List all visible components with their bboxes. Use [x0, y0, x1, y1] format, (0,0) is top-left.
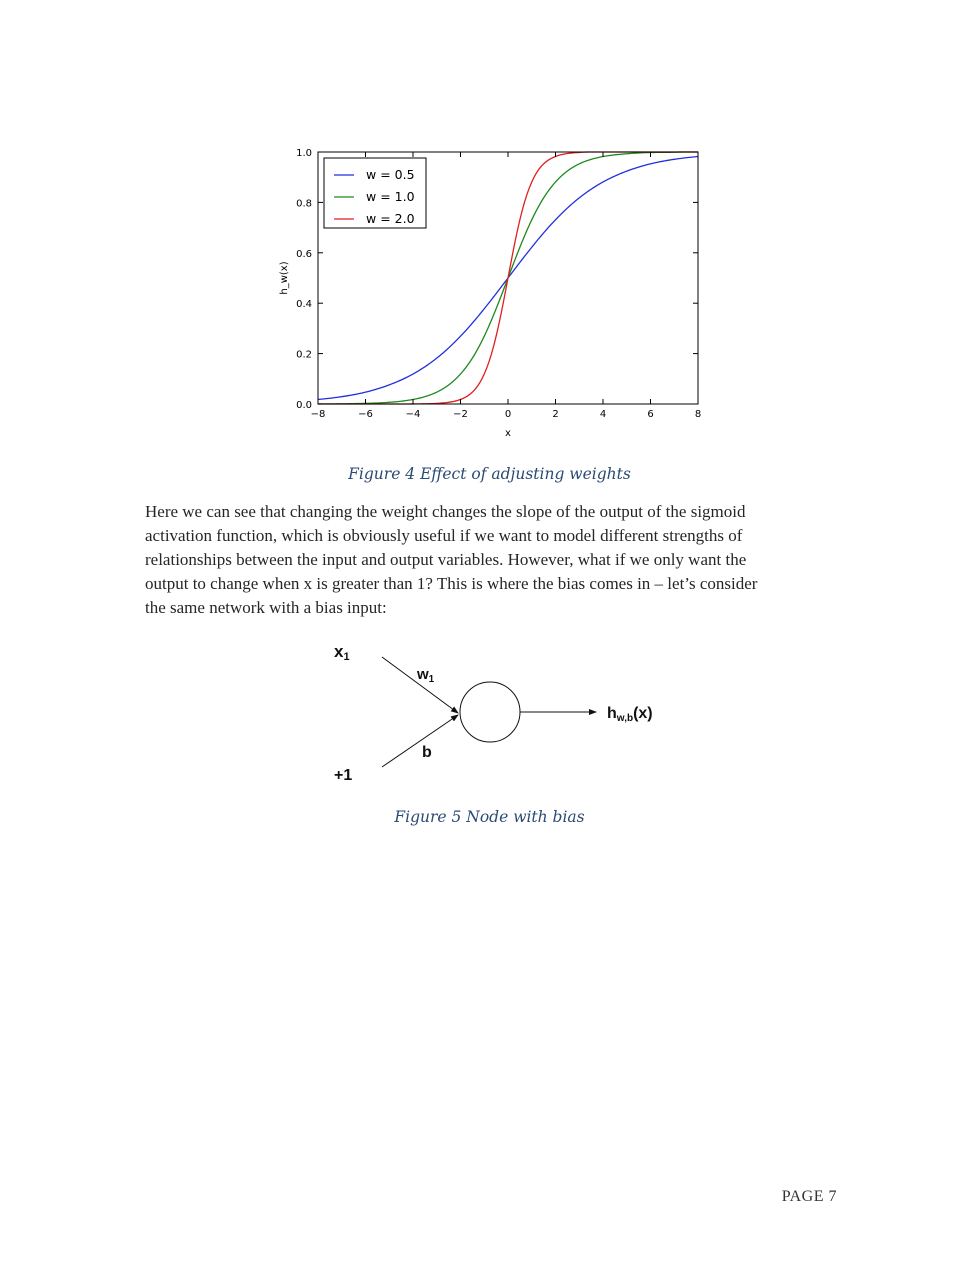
y-axis-label: h_w(x): [279, 261, 290, 295]
x-tick-label: −2: [453, 409, 468, 420]
y-tick-label: 0.6: [296, 248, 312, 260]
x-tick-label: −4: [405, 409, 421, 420]
paragraph-line: relationships between the input and output variables. However, what if we only want the: [145, 550, 747, 569]
paragraph-line: the same network with a bias input:: [145, 598, 387, 617]
output-label: hw,b(x): [607, 705, 653, 724]
paragraph-line: Here we can see that changing the weight changes the slope of the output of the sigmoid: [145, 502, 746, 521]
bias-edge: [382, 715, 458, 767]
input-x-label: x1: [334, 642, 350, 663]
neuron-node: [460, 682, 520, 742]
figure-4-chart: [270, 140, 710, 445]
legend-entry: w = 1.0: [366, 189, 415, 204]
y-tick-label: 0.0: [296, 400, 312, 411]
figure-5-caption: Figure 5 Node with bias: [394, 808, 585, 826]
legend-entry: w = 2.0: [366, 211, 415, 226]
x-tick-label: 2: [552, 409, 559, 420]
paragraph-line: activation function, which is obviously useful if we want to model different strengths of: [145, 526, 743, 545]
x-tick-label: 0: [504, 409, 512, 420]
body-paragraph: [145, 500, 840, 620]
weight-label: $w_1$: [417, 666, 435, 685]
sigmoid-chart-svg: [270, 140, 710, 445]
x-tick-label: −6: [358, 409, 373, 420]
x-tick-label: −8: [310, 409, 326, 420]
x-tick-label: 4: [599, 409, 607, 420]
paragraph-line: output to change when x is greater than 1? This is where the bias comes in – let’s consider: [145, 574, 758, 593]
node-diagram-svg: [320, 635, 700, 795]
page-number: PAGE 7: [781, 1188, 837, 1205]
x-tick-label: 8: [694, 409, 702, 420]
legend-entry: w = 0.5: [366, 167, 415, 182]
x-tick-label: 6: [647, 409, 654, 420]
y-tick-label: 0.8: [296, 198, 312, 210]
y-tick-label: 0.4: [296, 299, 312, 311]
bias-label: b: [422, 744, 432, 761]
bias-input-label: +1: [334, 767, 353, 784]
y-tick-label: 1.0: [296, 148, 312, 159]
node-with-bias-diagram: [320, 635, 700, 795]
y-tick-label: 0.2: [296, 349, 312, 361]
figure-4-caption: Figure 4 Effect of adjusting weights: [348, 465, 631, 483]
x-axis-label: x: [505, 428, 511, 439]
